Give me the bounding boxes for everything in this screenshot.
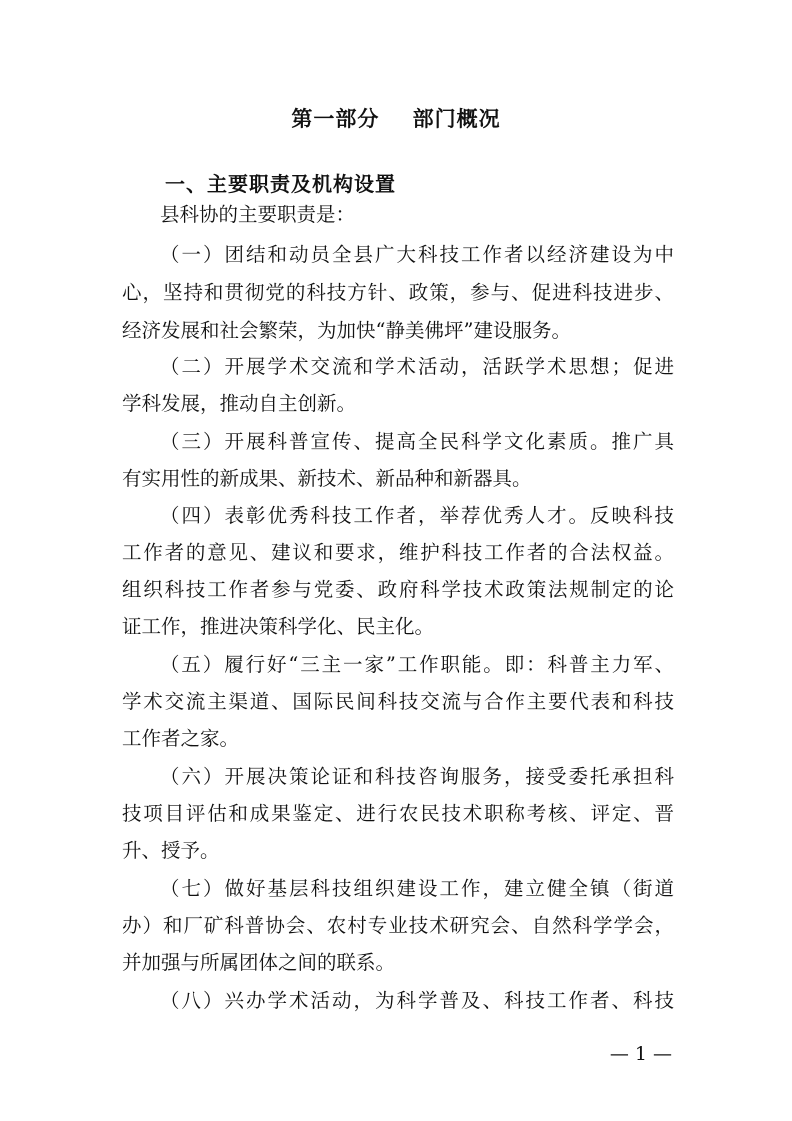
paragraph-line: （七）做好基层科技组织建设工作，建立健全镇（街道 — [160, 877, 674, 900]
paragraph-line: 学术交流主渠道、国际民间科技交流与合作主要代表和科技 — [122, 690, 674, 713]
paragraph-line: （八）兴办学术活动，为科学普及、科技工作者、科技 — [160, 989, 674, 1012]
paragraph-line: （六）开展决策论证和科技咨询服务，接受委托承担科 — [160, 765, 674, 788]
paragraph-line: 组织科技工作者参与党委、政府科学技术政策法规制定的论 — [122, 578, 674, 601]
paragraph-line: 技项目评估和成果鉴定、进行农民技术职称考核、评定、晋 — [122, 802, 674, 825]
paragraph-line: （三）开展科普宣传、提高全民科学文化素质。推广具 — [160, 430, 674, 453]
paragraph-line: 学科发展，推动自主创新。 — [122, 392, 357, 415]
paragraph-line: 证工作，推进决策科学化、民主化。 — [122, 615, 435, 638]
part-title: 第一部分 部门概况 — [291, 107, 501, 131]
paragraph-line: 心，坚持和贯彻党的科技方针、政策，参与、促进科技进步、 — [122, 281, 674, 304]
paragraph-line: 并加强与所属团体之间的联系。 — [122, 951, 396, 974]
paragraph-line: 升、授予。 — [122, 839, 220, 862]
paragraph-line: （一）团结和动员全县广大科技工作者以经济建设为中 — [160, 243, 674, 266]
paragraph-line: （五）履行好“三主一家”工作职能。即：科普主力军、 — [160, 653, 674, 676]
intro-line: 县科协的主要职责是： — [160, 203, 356, 226]
paragraph-line: 工作者的意见、建议和要求，维护科技工作者的合法权益。 — [122, 541, 674, 564]
paragraph-line: （二）开展学术交流和学术活动，活跃学术思想；促进 — [160, 355, 674, 378]
paragraph-line: （四）表彰优秀科技工作者，举荐优秀人才。反映科技 — [160, 504, 674, 527]
paragraph-line: 有实用性的新成果、新技术、新品种和新器具。 — [122, 467, 532, 490]
paragraph-line: 办）和厂矿科普协会、农村专业技术研究会、自然科学学会， — [122, 914, 674, 937]
section-heading: 一、主要职责及机构设置 — [165, 172, 396, 196]
paragraph-line: 工作者之家。 — [122, 727, 240, 750]
paragraph-line: 经济发展和社会繁荣，为加快“静美佛坪”建设服务。 — [122, 319, 571, 342]
page-number: — 1 — — [609, 1043, 672, 1065]
